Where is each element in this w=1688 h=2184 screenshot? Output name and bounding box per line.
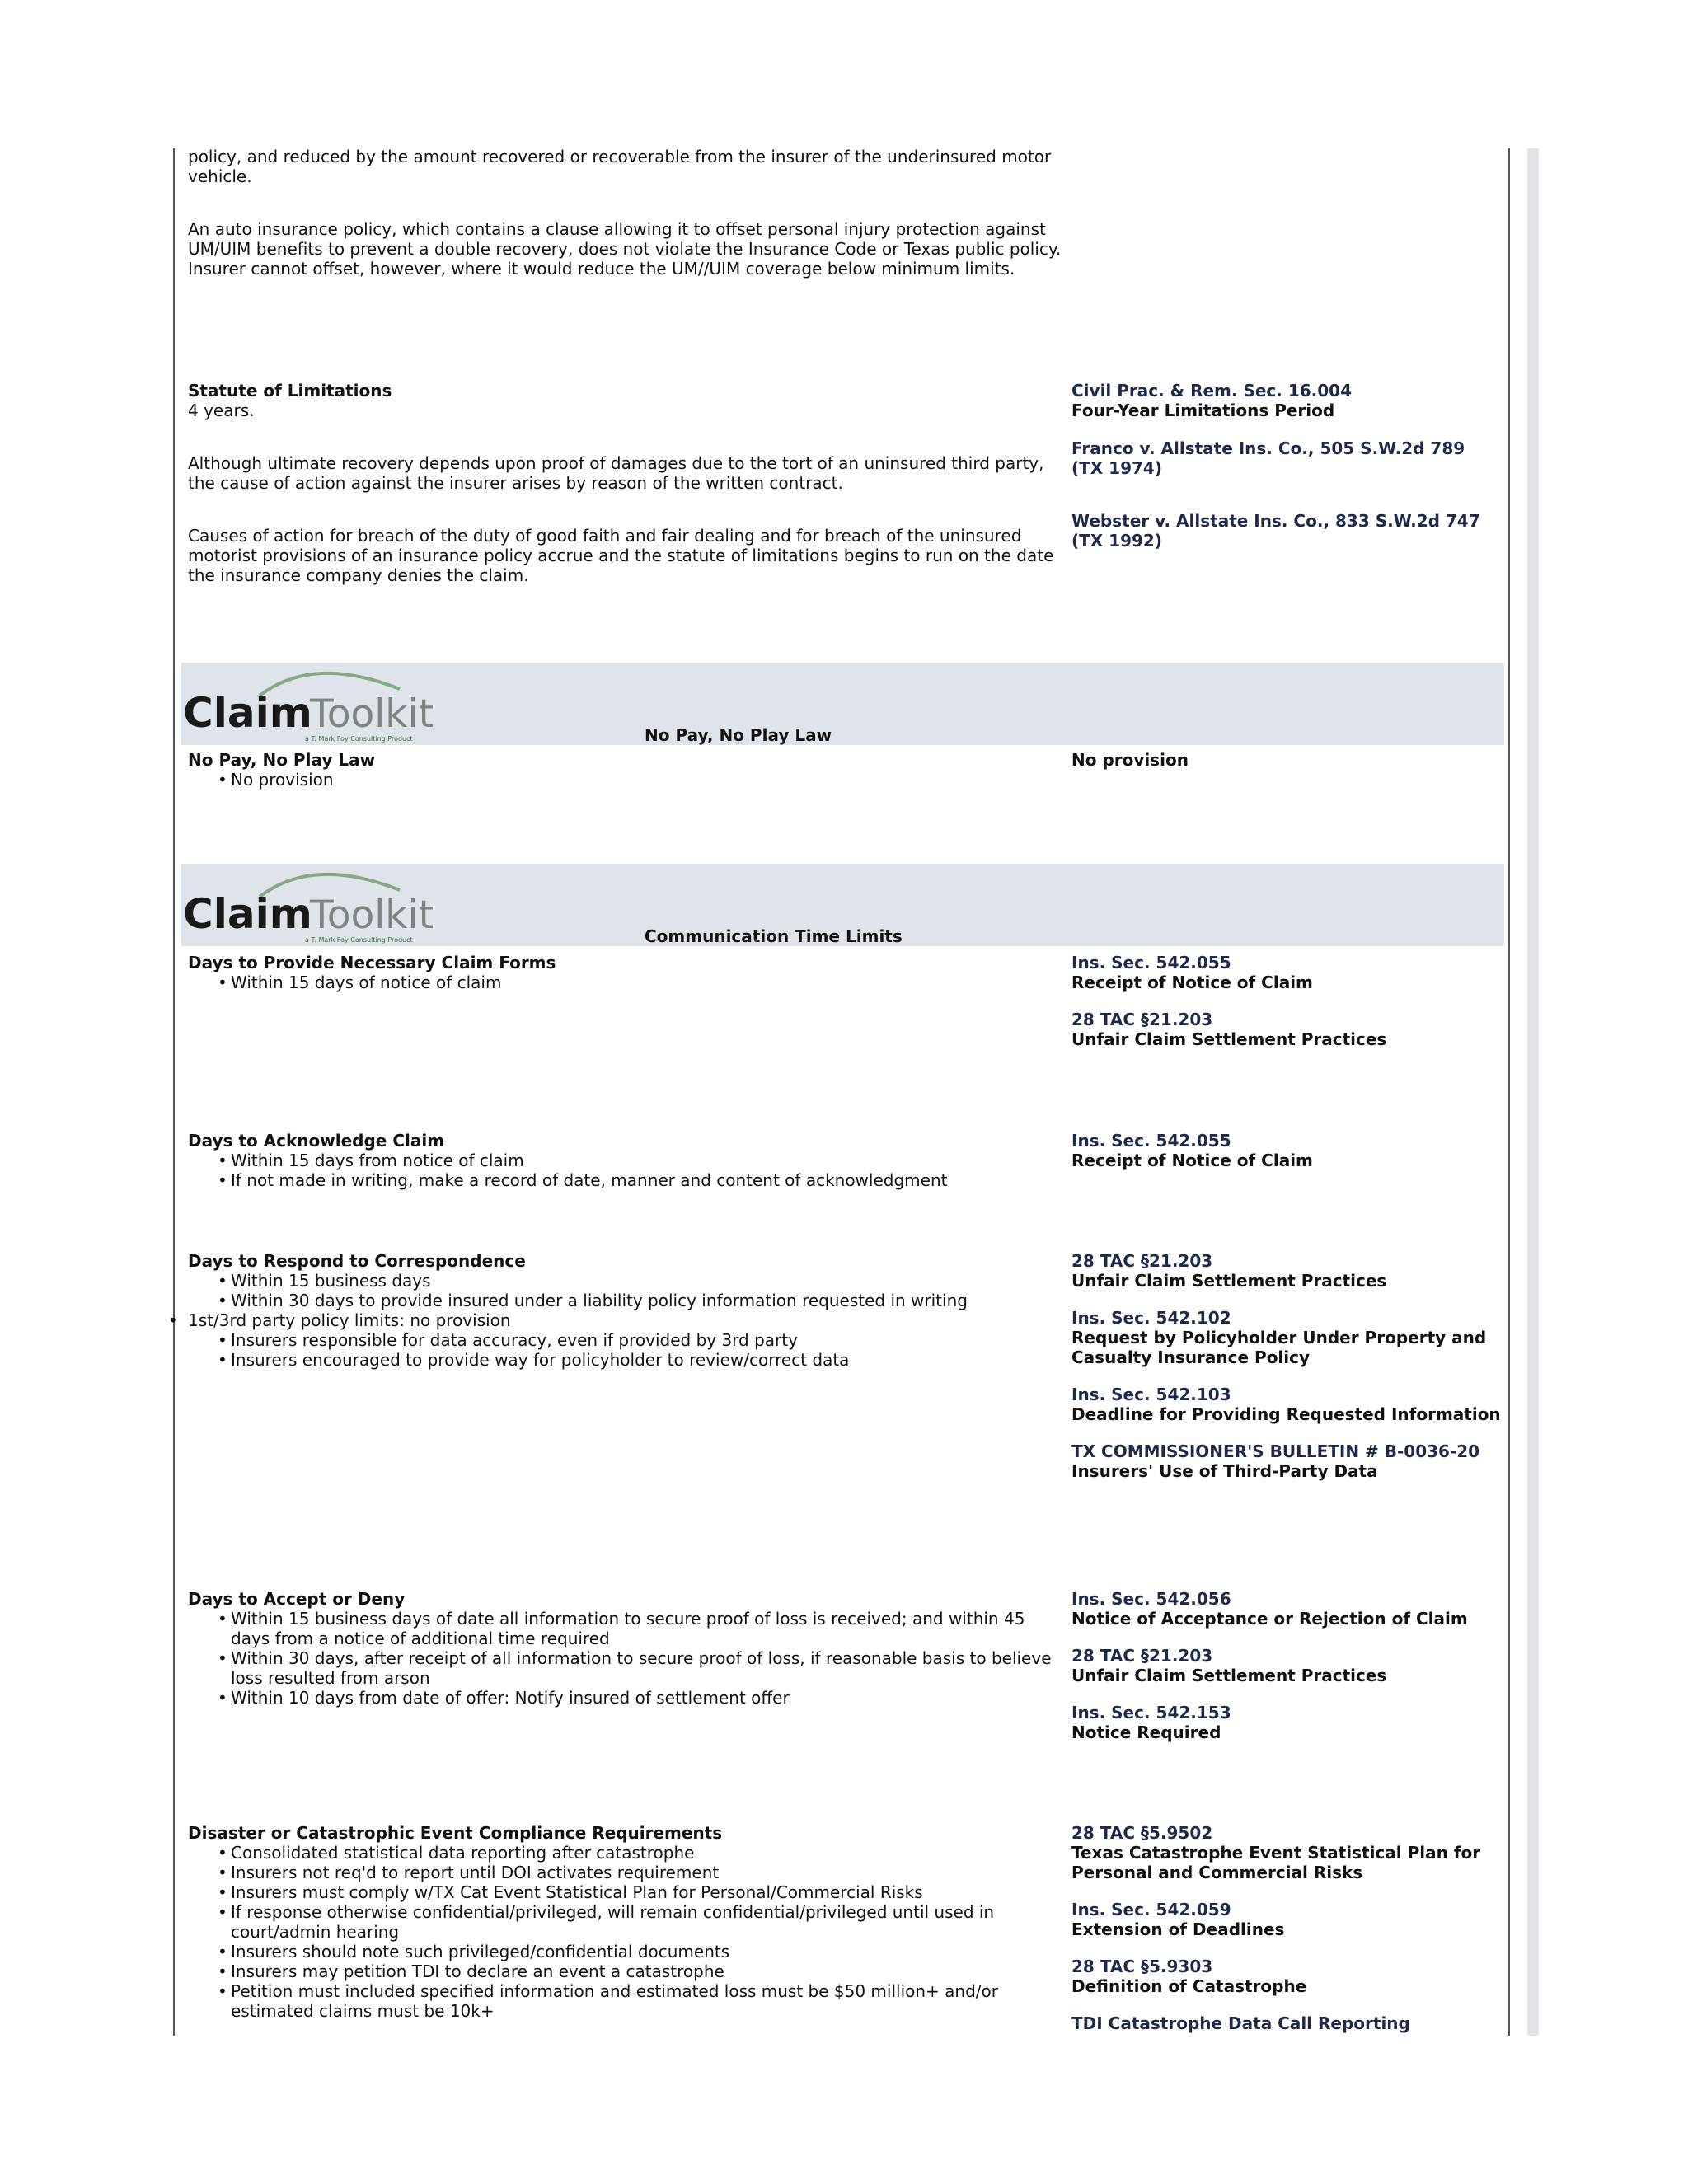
reference-citation: Civil Prac. & Rem. Sec. 16.004 <box>1071 381 1353 401</box>
reference-item <box>1071 511 1500 551</box>
no-pay-heading: No Pay, No Play Law <box>188 750 376 770</box>
list-item: • Within 15 days of notice of claim <box>218 972 1062 992</box>
band-title-communication: Communication Time Limits <box>645 926 903 946</box>
list-item: • If response otherwise confidential/privileged, will remain confidential/privileged until used in court/admin hearing <box>218 1902 1062 1942</box>
uim-offset-text <box>188 147 1062 279</box>
reference-title: Deadline for Providing Requested Information <box>1071 1404 1501 1424</box>
outdented-item <box>168 1310 1062 1330</box>
accept-deny-heading: Days to Accept or Deny <box>188 1589 406 1609</box>
left-frame-border <box>173 148 175 2036</box>
uim-paragraph-1: policy, and reduced by the amount recovered or recoverable from the insurer of the underinsured motor vehicle. <box>188 147 1052 186</box>
list-item: • Insurers may petition TDI to declare an event a catastrophe <box>218 1961 1062 1981</box>
reference-item <box>1071 1957 1508 1996</box>
reference-citation: 28 TAC §21.203 <box>1071 1251 1213 1271</box>
reference-title: Notice of Acceptance or Rejection of Claim <box>1071 1609 1468 1629</box>
reference-title: Extension of Deadlines <box>1071 1919 1285 1939</box>
reference-title: Insurers' Use of Third-Party Data <box>1071 1461 1378 1481</box>
section-header-band-communication <box>181 864 1504 946</box>
acknowledge-block <box>188 1131 1062 1190</box>
reference-item <box>1071 1589 1508 1629</box>
logo-tagline: a T. Mark Foy Consulting Product <box>305 936 413 944</box>
list-item: • Within 15 business days of date all information to secure proof of loss is received; and within 45 days from a notice of additional time required <box>218 1609 1062 1648</box>
no-pay-references <box>1071 750 1508 770</box>
logo-word-claim: Claim <box>183 890 312 938</box>
logo-word-claim: Claim <box>183 689 312 737</box>
list-item: • Insurers responsible for data accuracy, even if provided by 3rd party <box>218 1330 1062 1350</box>
respond-references <box>1071 1251 1508 1494</box>
list-item: • Insurers should note such privileged/confidential documents <box>218 1942 1062 1961</box>
reference-title: Notice Required <box>1071 1722 1221 1742</box>
reference-citation: Ins. Sec. 542.059 <box>1071 1900 1231 1919</box>
reference-title: Four-Year Limitations Period <box>1071 401 1335 420</box>
list-item: • Consolidated statistical data reporting after catastrophe <box>218 1843 1062 1863</box>
list-item: • Insurers must comply w/TX Cat Event Statistical Plan for Personal/Commercial Risks <box>218 1882 1062 1902</box>
reference-title: Request by Policyholder Under Property and Casualty Insurance Policy <box>1071 1328 1487 1367</box>
reference-item <box>1071 953 1508 992</box>
disaster-references <box>1071 1823 1508 2046</box>
no-provision-label: No provision <box>1071 750 1189 770</box>
logo-tagline: a T. Mark Foy Consulting Product <box>305 735 413 743</box>
reference-title: Unfair Claim Settlement Practices <box>1071 1271 1387 1291</box>
accept-deny-bullets <box>188 1609 1062 1708</box>
reference-title: Receipt of Notice of Claim <box>1071 972 1313 992</box>
section-header-band-no-pay <box>181 663 1504 745</box>
reference-title: Receipt of Notice of Claim <box>1071 1151 1313 1170</box>
reference-item <box>1071 1010 1508 1049</box>
uim-paragraph-2: An auto insurance policy, which contains a clause allowing it to offset personal injury protection against UM/UIM benefits to prevent a double recovery, does not violate the Insurance Code or Texas public policy. Insurer cannot offset, however, where it would reduce the UM//UIM coverage below minimum limits. <box>188 219 1062 279</box>
claim-forms-references <box>1071 953 1508 1062</box>
reference-item <box>1071 1646 1508 1685</box>
claim-forms-block <box>188 953 1062 992</box>
statute-value: 4 years. <box>188 401 255 420</box>
reference-citation: TX COMMISSIONER'S BULLETIN # B-0036-20 <box>1071 1441 1480 1461</box>
reference-citation: Ins. Sec. 542.055 <box>1071 1131 1231 1151</box>
reference-item <box>1071 1441 1508 1481</box>
claim-forms-bullets <box>188 972 1062 992</box>
acknowledge-references <box>1071 1131 1508 1183</box>
reference-title: Unfair Claim Settlement Practices <box>1071 1666 1387 1685</box>
reference-citation: Ins. Sec. 542.103 <box>1071 1385 1231 1404</box>
scrollbar-track[interactable] <box>1527 148 1539 2036</box>
claim-forms-heading: Days to Provide Necessary Claim Forms <box>188 953 556 972</box>
disaster-bullets <box>188 1843 1062 2021</box>
reference-item <box>1071 1385 1508 1424</box>
list-item: • Insurers encouraged to provide way for policyholder to review/correct data <box>218 1350 1062 1370</box>
list-item: • Within 15 days from notice of claim <box>218 1151 1062 1170</box>
statute-paragraph-1: Although ultimate recovery depends upon proof of damages due to the tort of an uninsured third party, the cause of action against the insurer arises by reason of the written contract. <box>188 453 1044 493</box>
no-pay-bullets <box>188 770 1062 790</box>
right-frame-border <box>1508 148 1510 2036</box>
reference-item <box>1071 1703 1508 1742</box>
list-item: • If not made in writing, make a record of date, manner and content of acknowledgment <box>218 1170 1062 1190</box>
reference-item <box>1071 1251 1508 1291</box>
logo-word-toolkit: Toolkit <box>310 691 434 737</box>
reference-citation: 28 TAC §21.203 <box>1071 1010 1213 1029</box>
reference-title: Unfair Claim Settlement Practices <box>1071 1029 1387 1049</box>
list-item: • Petition must included specified information and estimated loss must be $50 million+ and/or estimated claims must be 10k+ <box>218 1981 1062 2021</box>
reference-citation: Ins. Sec. 542.056 <box>1071 1589 1231 1609</box>
list-item: • Within 30 days to provide insured under a liability policy information requested in writing <box>218 1291 1062 1310</box>
acknowledge-bullets <box>188 1151 1062 1190</box>
reference-citation: 28 TAC §5.9502 <box>1071 1823 1213 1843</box>
reference-item <box>1071 1308 1508 1367</box>
statute-paragraph-2: Causes of action for breach of the duty of good faith and fair dealing and for breach of the uninsured motorist provisions of an insurance policy accrue and the statute of limitations begins to run on the date the insurance company denies the claim. <box>188 526 1054 585</box>
list-item: • Within 30 days, after receipt of all information to secure proof of loss, if reasonable basis to believe loss resulted from arson <box>218 1648 1062 1688</box>
accept-deny-references <box>1071 1589 1508 1755</box>
acknowledge-heading: Days to Acknowledge Claim <box>188 1131 445 1151</box>
list-item: • No provision <box>218 770 1062 790</box>
reference-citation: 28 TAC §21.203 <box>1071 1646 1213 1666</box>
reference-item <box>1071 438 1500 478</box>
reference-item <box>1071 2013 1508 2033</box>
reference-citation: Ins. Sec. 542.102 <box>1071 1308 1231 1328</box>
respond-bullets-2 <box>188 1330 1062 1370</box>
disaster-block <box>188 1823 1062 2021</box>
no-pay-block <box>188 750 1062 790</box>
claim-toolkit-logo <box>181 864 445 946</box>
logo-word-toolkit: Toolkit <box>310 893 434 938</box>
band-title-no-pay: No Pay, No Play Law <box>645 725 832 745</box>
reference-item <box>1071 381 1508 420</box>
reference-citation: TDI Catastrophe Data Call Reporting <box>1071 2013 1410 2033</box>
disaster-heading: Disaster or Catastrophic Event Compliance Requirements <box>188 1823 723 1843</box>
statute-heading: Statute of Limitations <box>188 381 392 401</box>
list-item: • Insurers not req'd to report until DOI activates requirement <box>218 1863 1062 1882</box>
reference-citation: Webster v. Allstate Ins. Co., 833 S.W.2d 747 (TX 1992) <box>1071 511 1480 551</box>
reference-citation: Ins. Sec. 542.153 <box>1071 1703 1231 1722</box>
claim-toolkit-logo <box>181 663 445 745</box>
statute-of-limitations-block <box>188 381 1062 585</box>
reference-citation: Franco v. Allstate Ins. Co., 505 S.W.2d 789 (TX 1974) <box>1071 438 1465 478</box>
list-item: • Within 15 business days <box>218 1271 1062 1291</box>
respond-heading: Days to Respond to Correspondence <box>188 1251 526 1271</box>
reference-citation: 28 TAC §5.9303 <box>1071 1957 1213 1976</box>
respond-bullets <box>188 1271 1062 1310</box>
list-item: • Within 10 days from date of offer: Notify insured of settlement offer <box>218 1688 1062 1708</box>
respond-block <box>168 1251 1062 1370</box>
accept-deny-block <box>188 1589 1062 1708</box>
outdented-text: 1st/3rd party policy limits: no provision <box>188 1310 511 1330</box>
reference-title: Texas Catastrophe Event Statistical Plan for Personal and Commercial Risks <box>1071 1843 1481 1882</box>
reference-item <box>1071 1900 1508 1939</box>
reference-item <box>1071 1131 1508 1170</box>
statute-references <box>1071 381 1508 564</box>
reference-citation: Ins. Sec. 542.055 <box>1071 953 1231 972</box>
reference-title: Definition of Catastrophe <box>1071 1976 1307 1996</box>
reference-item <box>1071 1823 1508 1882</box>
bullet-glyph: • <box>168 1310 178 1330</box>
